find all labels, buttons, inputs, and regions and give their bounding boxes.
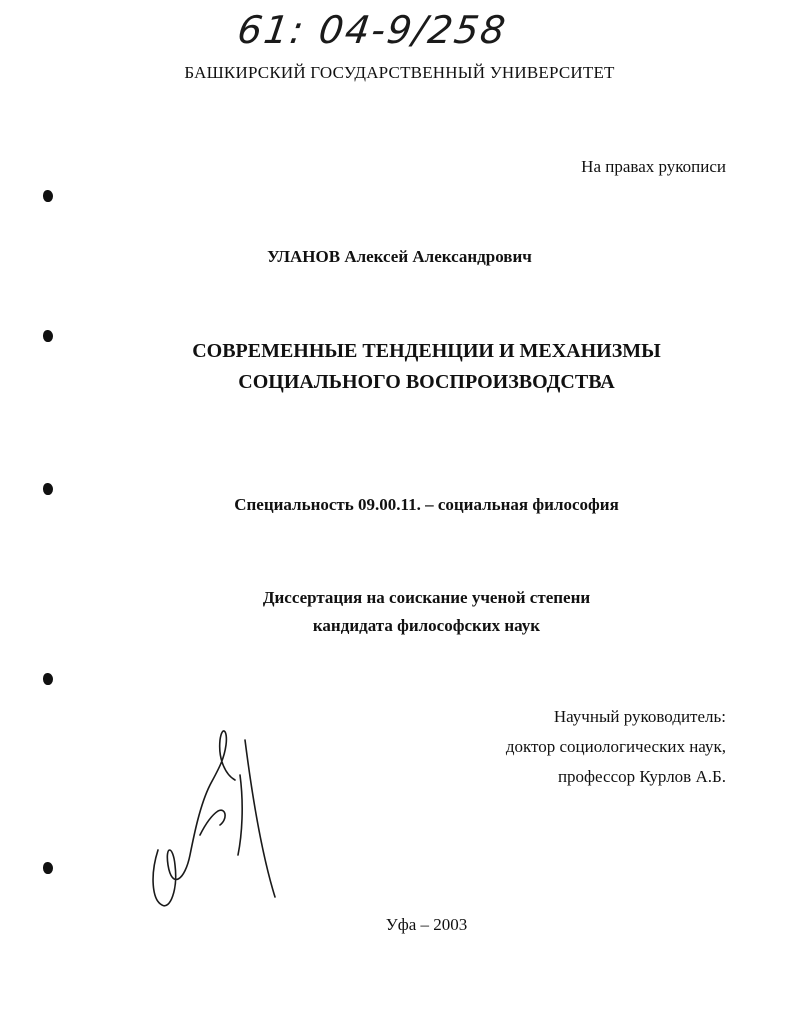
binding-hole-mark	[43, 673, 53, 685]
handwritten-signature	[140, 715, 290, 915]
manuscript-rights-note: На правах рукописи	[581, 157, 726, 176]
degree-line-2: кандидата философских наук	[312, 616, 541, 635]
scientific-advisor	[506, 702, 726, 792]
advisor-line-3: профессор Курлов А.Б.	[557, 767, 726, 786]
university-name: БАШКИРСКИЙ ГОСУДАРСТВЕННЫЙ УНИВЕРСИТЕТ	[184, 63, 615, 82]
binding-hole-mark	[43, 862, 53, 874]
title-line-1: СОВРЕМЕННЫЕ ТЕНДЕНЦИИ И МЕХАНИЗМЫ	[192, 340, 661, 362]
city-and-year: Уфа – 2003	[385, 915, 468, 934]
specialty: Специальность 09.00.11. – социальная философия	[234, 495, 619, 514]
degree-statement	[0, 584, 799, 640]
advisor-line-2: доктор социологических наук,	[505, 737, 726, 756]
binding-hole-mark	[43, 330, 53, 342]
degree-line-1: Диссертация на соискание ученой степени	[262, 588, 591, 607]
binding-hole-mark	[43, 190, 53, 202]
author-name: УЛАНОВ Алексей Александрович	[267, 247, 532, 266]
advisor-line-1: Научный руководитель:	[553, 707, 726, 726]
dissertation-title	[0, 336, 799, 398]
title-line-2: СОЦИАЛЬНОГО ВОСПРОИЗВОДСТВА	[238, 371, 615, 393]
archive-handwritten-number: 61: 04-9/258	[234, 8, 510, 52]
binding-hole-mark	[43, 483, 53, 495]
